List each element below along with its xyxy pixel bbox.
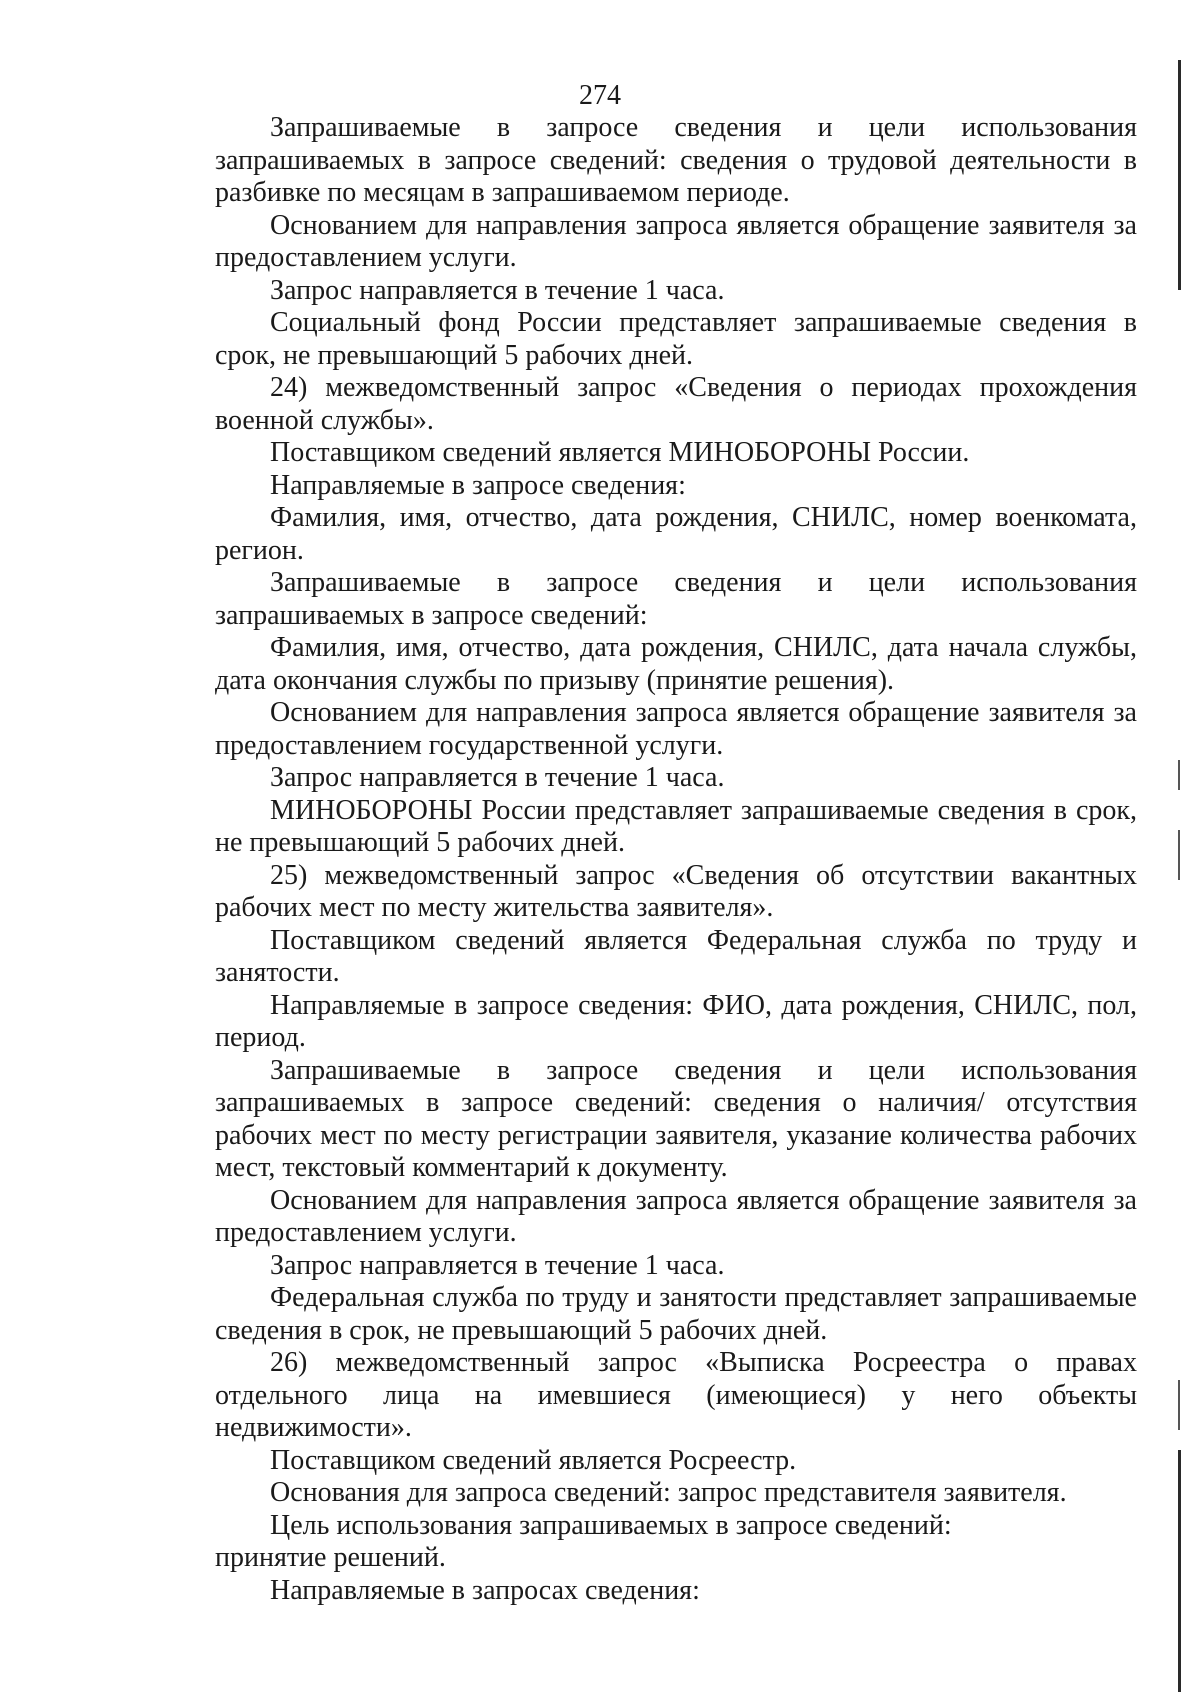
paragraph: 25) межведомственный запрос «Сведения об отсутствии вакантных рабочих мест по месту жительства заявителя». [215,859,1137,923]
paragraph: МИНОБОРОНЫ России представляет запрашиваемые сведения в срок, не превышающий 5 рабочих дней. [215,794,1137,858]
paragraph: Поставщиком сведений является Росреестр. [270,1444,797,1476]
paragraph: Запрос направляется в течение 1 часа. [270,762,725,793]
paragraph: Социальный фонд России представляет запрашиваемые сведения в срок, не превышающий 5 рабочих дней. [215,307,1137,371]
paragraph: Поставщиком сведений является Федеральная служба по труду и занятости. [215,924,1137,988]
scan-edge-line [1178,760,1180,790]
paragraph: 24) межведомственный запрос «Сведения о периодах прохождения военной службы». [215,372,1137,436]
paragraph: 26) межведомственный запрос «Выписка Росреестра о правах отдельного лица на имевшиеся (имеющиеся) у него объекты недвижимости». [215,1347,1137,1443]
paragraph: Федеральная служба по труду и занятости представляет запрашиваемые сведения в срок, не превышающий 5 рабочих дней. [215,1282,1137,1346]
paragraph: Запрашиваемые в запросе сведения и цели использования запрашиваемых в запросе сведений: сведения о трудовой деятельности в разбивке по месяцам в запрашиваемом периоде. [215,112,1137,208]
paragraph: Запрос направляется в течение 1 часа. [270,274,725,306]
paragraph: Основанием для направления запроса является обращение заявителя за предоставлением услуги. [215,209,1137,273]
paragraph: Фамилия, имя, отчество, дата рождения, СНИЛС, дата начала службы, дата окончания службы по призыву (принятие решения). [215,632,1137,696]
scan-edge-line [1178,60,1181,290]
document-body [215,112,1137,1607]
paragraph: Направляемые в запросе сведения: [270,469,686,501]
paragraph: Запрашиваемые в запросе сведения и цели использования запрашиваемых в запросе сведений: сведения о наличия/ отсутствия рабочих мест по месту регистрации заявителя, указание количества рабочих мест, текстовый комментарий к документу. [215,1054,1137,1183]
paragraph: Поставщиком сведений является МИНОБОРОНЫ России. [270,437,970,468]
paragraph: Цель использования запрашиваемых в запросе сведений: [270,1509,952,1541]
paragraph: Запрашиваемые в запросе сведения и цели использования запрашиваемых в запросе сведений: [215,567,1137,631]
scan-edge-line [1178,1450,1181,1692]
paragraph: Направляемые в запросах сведения: [270,1574,700,1606]
paragraph: Основанием для направления запроса является обращение заявителя за предоставлением услуги. [215,1184,1137,1248]
paragraph: Основания для запроса сведений: запрос представителя заявителя. [270,1477,1067,1508]
paragraph: Запрос направляется в течение 1 часа. [270,1249,725,1281]
scan-edge-line [1178,1380,1180,1430]
scan-edge-line [1178,830,1180,880]
paragraph: Основанием для направления запроса является обращение заявителя за предоставлением государственной услуги. [215,697,1137,761]
page-number: 274 [579,80,621,111]
paragraph: принятие решений. [215,1542,446,1573]
paragraph: Направляемые в запросе сведения: ФИО, дата рождения, СНИЛС, пол, период. [215,989,1137,1053]
paragraph: Фамилия, имя, отчество, дата рождения, СНИЛС, номер военкомата, регион. [215,502,1137,566]
